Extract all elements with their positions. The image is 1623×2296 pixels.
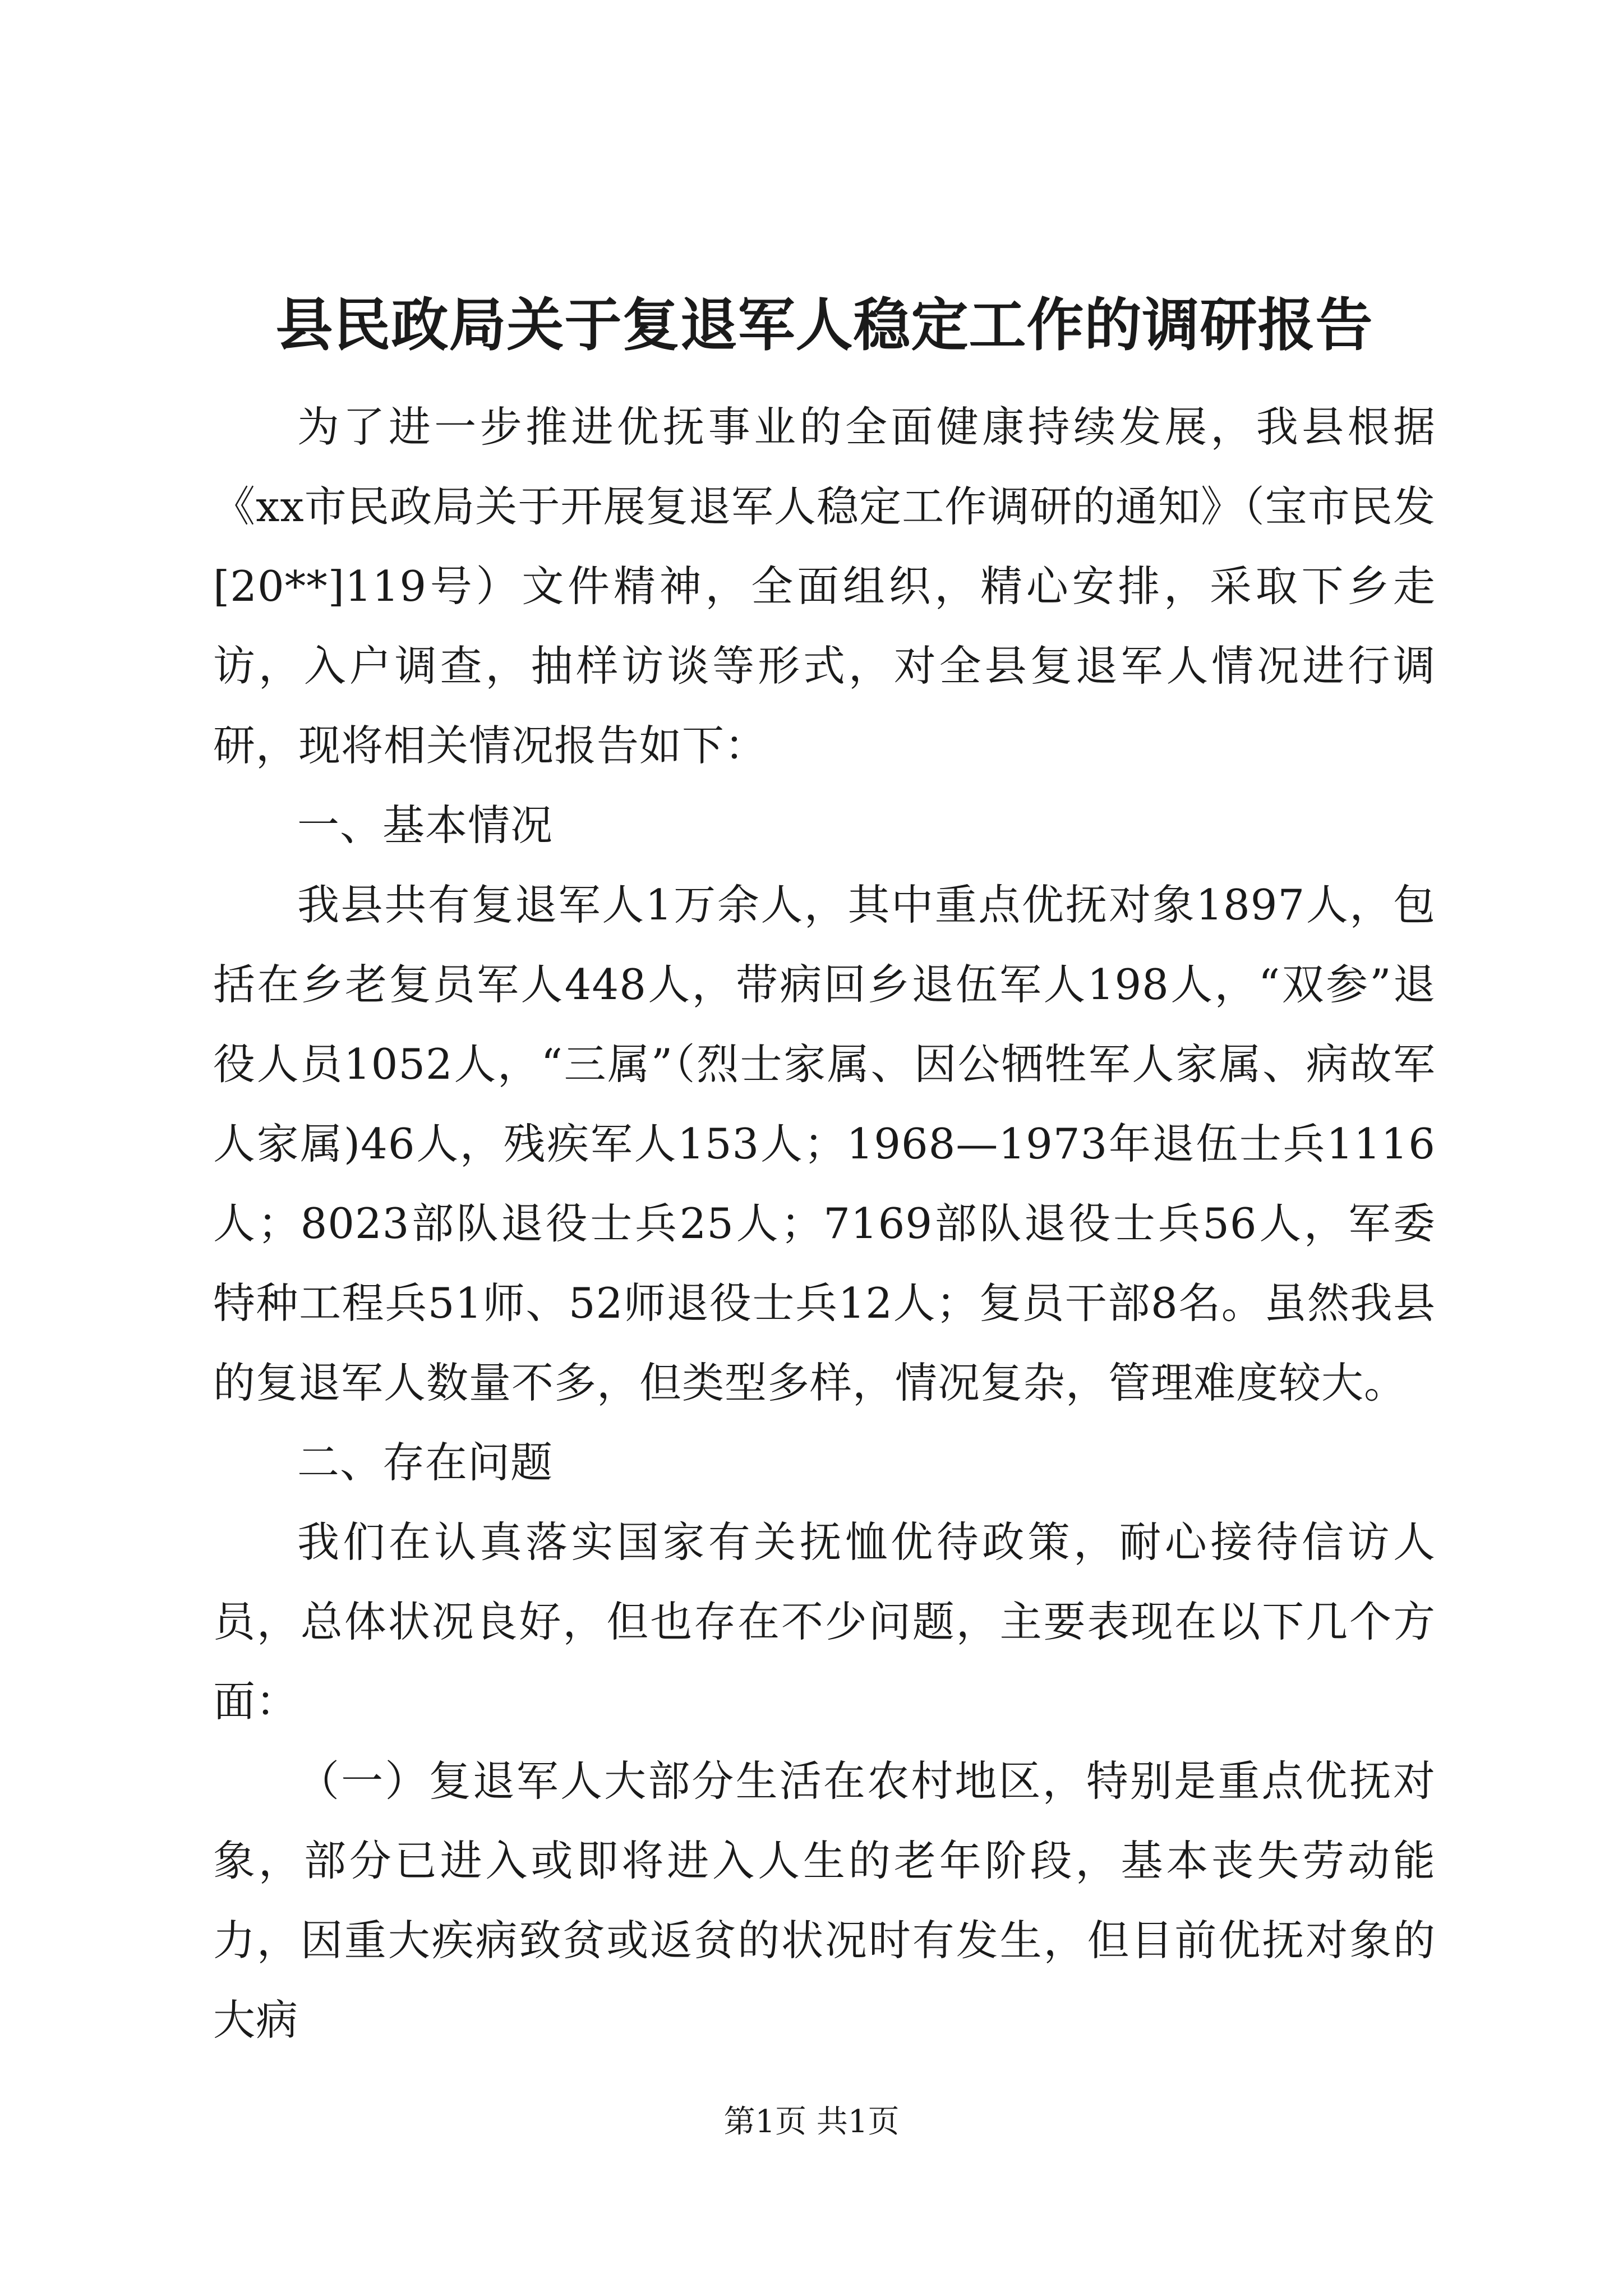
subsection-one-paragraph: （一）复退军人大部分生活在农村地区，特别是重点优抚对象，部分已进入或即将进入人生的老年阶段，基本丧失劳动能力，因重大疾病致贫或返贫的状况时有发生，但目前优抚对象的大病 xyxy=(213,1756,1436,2045)
document-title: 县民政局关于复退军人稳定工作的调研报告 xyxy=(275,292,1373,359)
existing-problems-paragraph: 我们在认真落实国家有关抚恤优待政策，耐心接待信访人员，总体状况良好，但也存在不少问题，主要表现在以下几个方面： xyxy=(213,1517,1436,1726)
page-number-footer: 第1页 共1页 xyxy=(723,2104,900,2140)
basic-situation-paragraph: 我县共有复退军人1万余人，其中重点优抚对象1897人，包括在乡老复员军人448人，带病回乡退伍军人198人，“双参”退役人员1052人，“三属”（烈士家属、因公牺牲军人家属、病故军人家属)46人，残疾军人153人；1968—1973年退伍士兵1116人；8023部队退役士兵25人；7169部队退役士兵56人，军委特种工程兵51师、52师退役士兵12人；复员干部8名。虽然我县的复退军人数量不多，但类型多样，情况复杂，管理难度较大。 xyxy=(213,880,1436,1407)
intro-paragraph: 为了进一步推进优抚事业的全面健康持续发展，我县根据《xx市民政局关于开展复退军人稳定工作调研的通知》（宝市民发[20**]119号）文件精神，全面组织，精心安排，采取下乡走访，入户调查，抽样访谈等形式，对全县复退军人情况进行调研，现将相关情况报告如下： xyxy=(213,402,1436,770)
section-heading-basic-situation: 一、基本情况 xyxy=(297,800,554,850)
document-body xyxy=(213,387,1436,2060)
section-heading-existing-problems: 二、存在问题 xyxy=(297,1438,554,1487)
